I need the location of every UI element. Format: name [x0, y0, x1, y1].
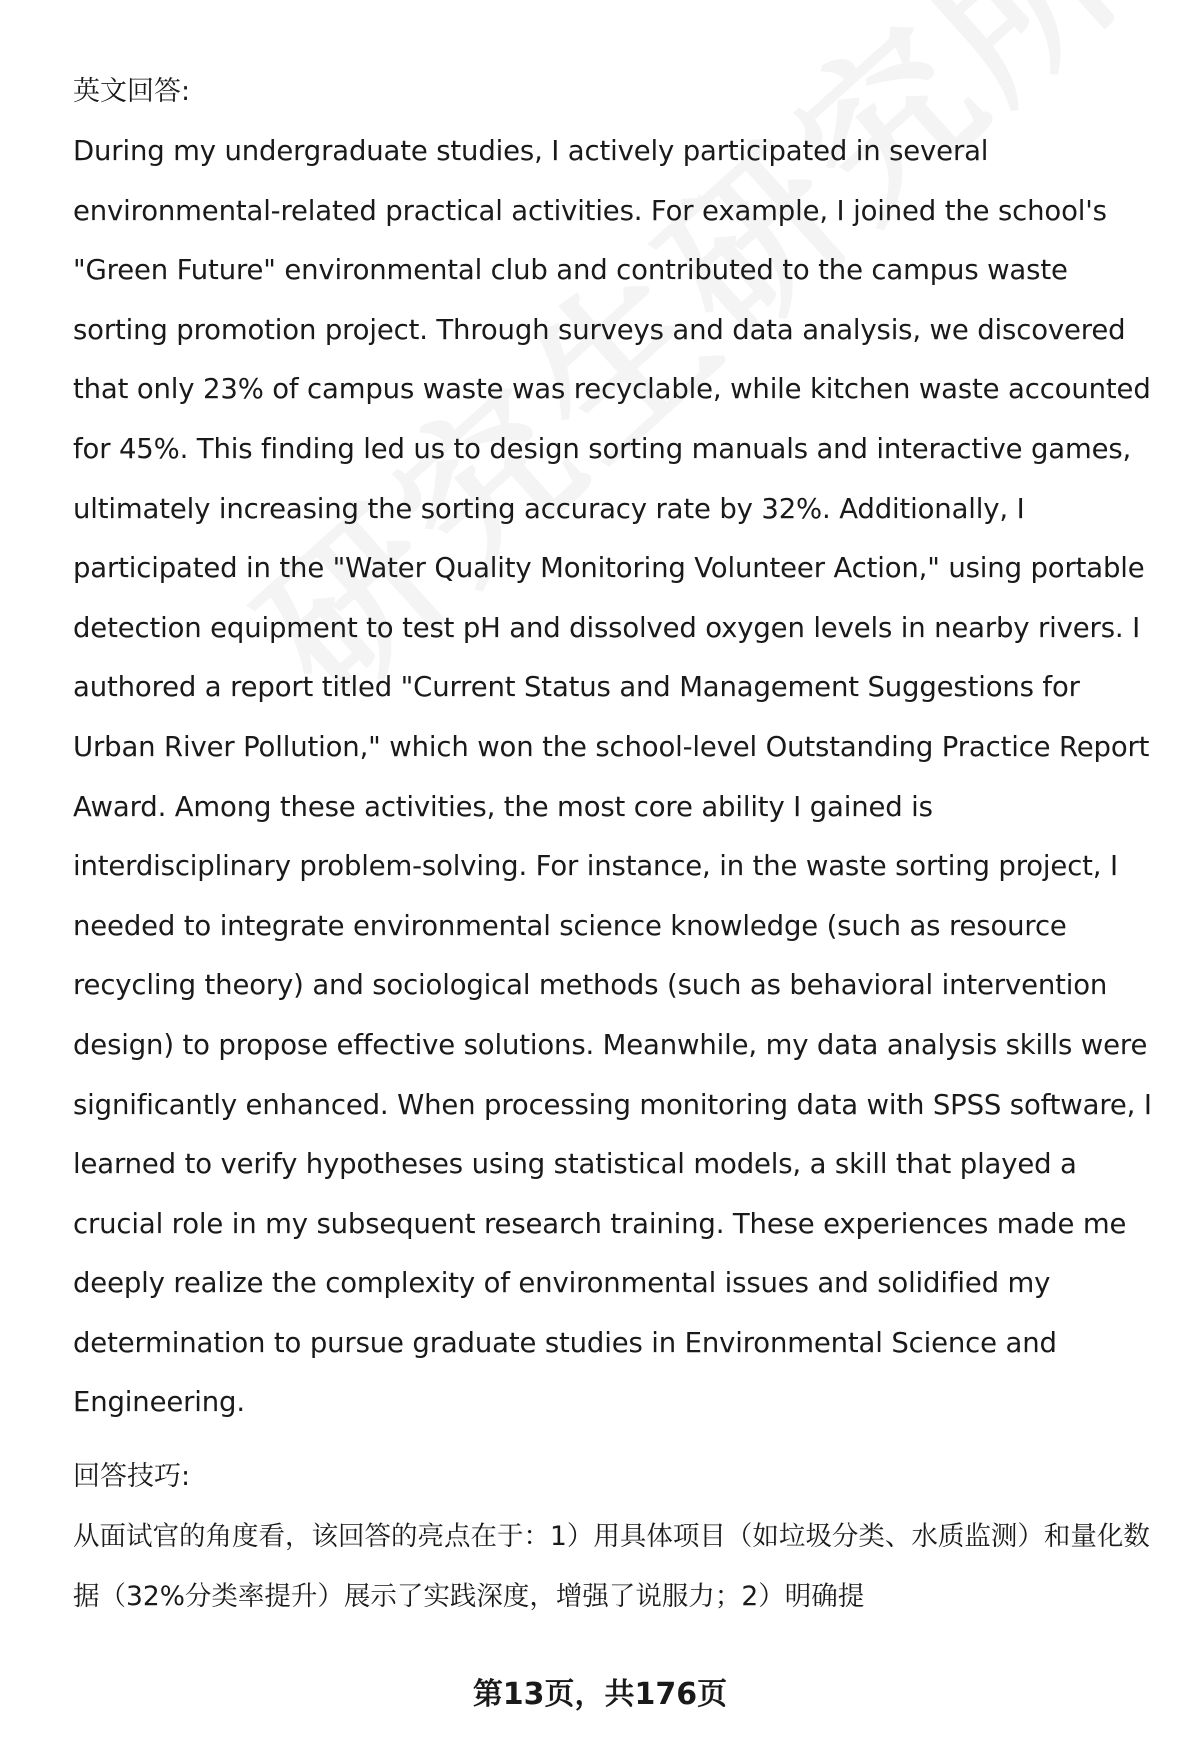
english-answer-label: 英文回答:: [73, 76, 191, 107]
page-number: 第13页，共176页: [472, 1677, 728, 1712]
section-spacer: [73, 1433, 1153, 1447]
tips-text: 从面试官的角度看，该回答的亮点在于：1）用具体项目（如垃圾分类、水质监测）和量化数据（32%分类率提升）展示了实践深度，增强了说服力；2）明确提: [73, 1521, 1150, 1613]
english-answer-text: During my undergraduate studies, I actively participated in several environmental-related practical activities. For example, I joined the school's "Green Future" environmental club and contributed to the campus waste sorting promotion project. Through surveys and data analysis, we discovered that only 23% of campus waste was recyclable, while kitchen waste accounted for 45%. This finding led us to design sorting manuals and interactive games, ultimately increasing the sorting accuracy rate by 32%. Additionally, I participated in the "Water Quality Monitoring Volunteer Action," using portable detection equipment to test pH and dissolved oxygen levels in nearby rivers. I authored a report titled "Current Status and Management Suggestions for Urban River Pollution," which won the school-level Outstanding Practice Report Award. Among these activities, the most core ability I gained is interdisciplinary problem-solving. For instance, in the waste sorting project, I needed to integrate environmental science knowledge (such as resource recycling theory) and sociological methods (such as behavioral intervention design) to propose effective solutions. Meanwhile, my data analysis skills were significantly enhanced. When processing monitoring data with SPSS software, I learned to verify hypotheses using statistical models, a skill that played a crucial role in my subsequent research training. These experiences made me deeply realize the complexity of environmental issues and solidified my determination to pursue graduate studies in Environmental Science and Engineering.: [73, 135, 1152, 1419]
tips-label: 回答技巧:: [73, 1461, 191, 1493]
page-content: [73, 62, 1153, 1627]
